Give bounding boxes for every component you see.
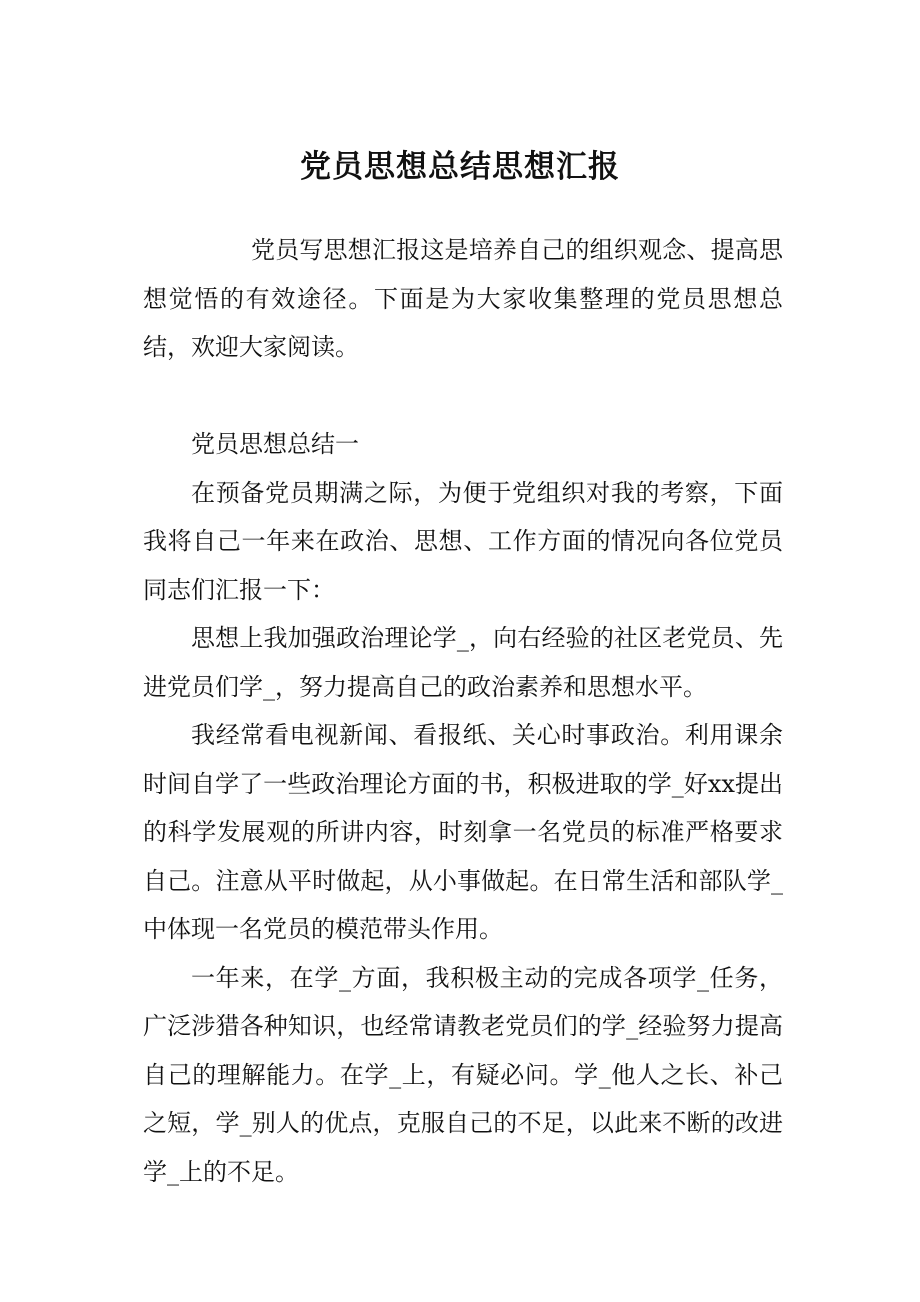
body-paragraph: 思想上我加强政治理论学_，向右经验的社区老党员、先进党员们学_，努力提高自己的政治素养和思想水平。 xyxy=(143,624,783,701)
body-paragraph: 在预备党员期满之际，为便于党组织对我的考察，下面我将自己一年来在政治、思想、工作方面的情况向各位党员同志们汇报一下： xyxy=(143,478,783,604)
document-body xyxy=(143,226,783,1196)
intro-paragraph: 党员写思想汇报这是培养自己的组织观念、提高思想觉悟的有效途径。下面是为大家收集整理的党员思想总结，欢迎大家阅读。 xyxy=(143,236,783,361)
document-title: 党员思想总结思想汇报 xyxy=(300,149,620,185)
section-heading: 党员思想总结一 xyxy=(191,430,359,458)
body-paragraph: 一年来，在学_方面，我积极主动的完成各项学_任务，广泛涉猎各种知识，也经常请教老党员们的学_经验努力提高自己的理解能力。在学_上，有疑必问。学_他人之长、补己之短，学_别人的优点，克服自己的不足，以此来不断的改进学_上的不足。 xyxy=(143,963,783,1186)
body-paragraph: 我经常看电视新闻、看报纸、关心时事政治。利用课余时间自学了一些政治理论方面的书，积极进取的学_好xx提出的科学发展观的所讲内容，时刻拿一名党员的标准严格要求自己。注意从平时做起，从小事做起。在日常生活和部队学_中体现一名党员的模范带头作用。 xyxy=(143,721,783,943)
